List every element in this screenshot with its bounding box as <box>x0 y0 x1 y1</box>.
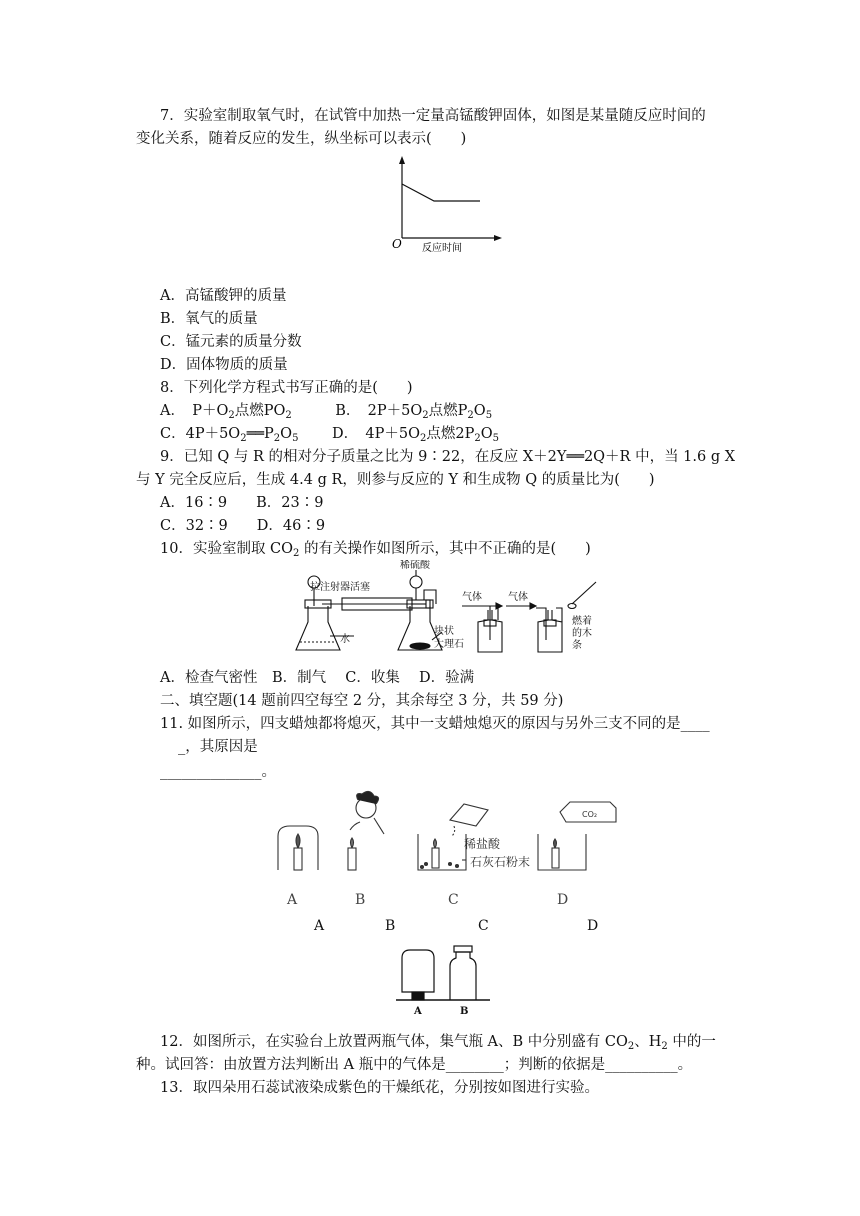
q9-stem-line2: 与 Y 完全反应后，生成 4.4 g R，则参与反应的 Y 和生成物 Q 的质量比为( ) <box>136 472 655 488</box>
q12-gas-bottles-figure <box>394 944 494 1020</box>
label-stick-3: 条 <box>572 640 582 651</box>
fig-letter-c-upper: C <box>448 892 459 908</box>
label-gas-2: 气体 <box>508 592 528 603</box>
fig-letter-a-upper: A <box>287 892 298 908</box>
q11-candle-figure <box>270 790 620 880</box>
label-syringe: 拉注射器活塞 <box>310 582 370 593</box>
q11-stem-line2: _，其原因是 <box>178 739 258 755</box>
q8-condition: 点燃 <box>426 426 456 442</box>
fig-letter-d-upper: D <box>557 892 569 908</box>
fig-letter-d-lower: D <box>587 918 599 934</box>
bottle-b-label: B <box>460 1006 469 1017</box>
fig-letter-a-lower: A <box>314 918 325 934</box>
q8-options-row1: A． $P+O_2$点燃$PO_2$ B． $2P+5O_2$点燃$P_2O_5$ <box>160 403 493 421</box>
q10-apparatus-figure <box>292 560 618 658</box>
q7-option-d: D．固体物质的质量 <box>160 357 288 373</box>
label-stick-1: 燃着 <box>572 616 592 627</box>
q9-options-row2: C．32∶9 D．46∶9 <box>160 518 326 534</box>
q7-option-a: A．高锰酸钾的质量 <box>160 288 287 304</box>
q8-condition: 点燃 <box>428 403 458 419</box>
q12-stem-line1: 12．如图所示，在实验台上放置两瓶气体，集气瓶 A、B 中分别盛有 $CO_2$、$H_2$ 中的一 <box>160 1034 716 1052</box>
fig-letter-c-lower: C <box>478 918 489 934</box>
q8-condition: 点燃 <box>234 403 264 419</box>
bottle-a-label: A <box>414 1006 422 1017</box>
graph-x-label: 反应时间 <box>422 243 462 254</box>
q7-stem-line1: 7．实验室制取氧气时，在试管中加热一定量高锰酸钾固体，如图是某量随反应时间的 <box>160 108 706 124</box>
q11-stem-line3: ______________。 <box>160 764 276 780</box>
fig-letter-b-upper: B <box>355 892 366 908</box>
q8-stem: 8．下列化学方程式书写正确的是( ) <box>160 380 413 396</box>
label-marble-2: 大理石 <box>434 639 464 650</box>
q9-options-row1: A．16∶9 B．23∶9 <box>160 495 324 511</box>
fig-letter-b-lower: B <box>385 918 396 934</box>
q7-stem-line2: 变化关系，随着反应的发生，纵坐标可以表示( ) <box>136 131 467 147</box>
label-gas-1: 气体 <box>462 592 482 603</box>
q12-stem-line2: 种。试回答：由放置方法判断出 A 瓶中的气体是________；判断的依据是__________。 <box>136 1057 693 1073</box>
label-water: 水 <box>340 634 350 645</box>
label-stick-2: 的木 <box>572 628 592 639</box>
graph-origin-label: O <box>392 237 402 251</box>
q11-stem-line1: 11. 如图所示，四支蜡烛都将熄灭，其中一支蜡烛熄灭的原因与另外三支不同的是____ <box>160 716 710 732</box>
q7-option-c: C．锰元素的质量分数 <box>160 334 302 350</box>
label-limestone-powder: 石灰石粉末 <box>470 855 531 869</box>
q10-options: A．检查气密性 B．制气 C．收集 D．验满 <box>160 670 475 686</box>
q13-stem: 13．取四朵用石蕊试液染成紫色的干燥纸花，分别按如图进行实验。 <box>160 1080 599 1096</box>
q7-option-b: B．氧气的质量 <box>160 311 258 327</box>
section-2-heading: 二、填空题(14 题前四空每空 2 分，其余每空 3 分，共 59 分) <box>160 693 564 709</box>
label-co2: CO₂ <box>582 810 598 819</box>
q9-stem-line1: 9．已知 Q 与 R 的相对分子质量之比为 9∶22，在反应 X＋2Y══2Q＋R 中，当 1.6 g X <box>160 449 736 465</box>
q7-graph <box>386 156 502 256</box>
label-hydrochloric-acid: 稀盐酸 <box>464 837 501 851</box>
q8-options-row2: C．$4P+5O_2══P_2O_5$ D． $4P+5O_2$点燃$2P_2O_5$ <box>160 426 500 444</box>
label-sulfuric-acid: 稀硫酸 <box>400 560 430 571</box>
label-marble-1: 块状 <box>434 626 454 637</box>
q10-stem: 10．实验室制取 $CO_2$ 的有关操作如图所示，其中不正确的是( ) <box>160 541 591 559</box>
